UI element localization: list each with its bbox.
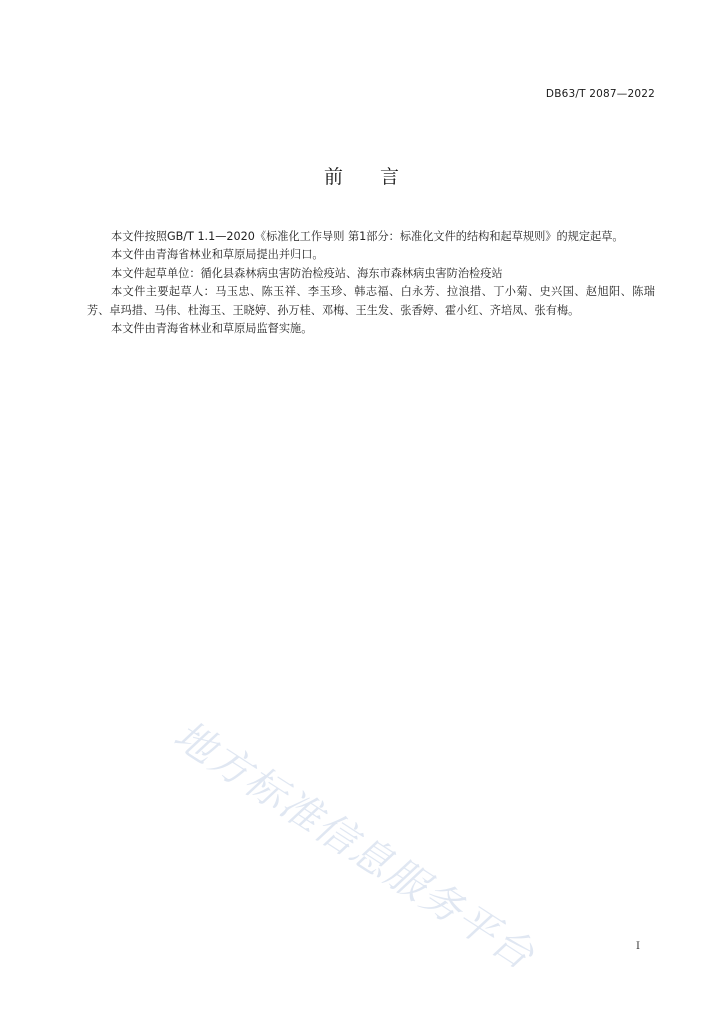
paragraph-drafters: 本文件主要起草人：马玉忠、陈玉祥、李玉珍、韩志福、白永芳、拉浪措、丁小菊、史兴国、赵旭阳、陈瑞芳、卓玛措、马伟、杜海玉、王晓婷、孙万桂、邓梅、王生发、张香婷、霍小红、齐培凤、张有梅。 <box>87 285 655 317</box>
document-code: DB63/T 2087—2022 <box>545 88 655 100</box>
watermark: 地方标准信息服务平台 <box>165 712 543 980</box>
paragraph-standard-basis: 本文件按照GB/T 1.1—2020《标准化工作导则 第1部分：标准化文件的结构和起草规则》的规定起草。 <box>111 230 624 243</box>
paragraph-proposer: 本文件由青海省林业和草原局提出并归口。 <box>111 248 324 262</box>
section-title-char-2: 言 <box>380 166 401 188</box>
foreword-body <box>87 228 655 338</box>
section-title-char-1: 前 <box>323 166 344 188</box>
page-number: I <box>636 941 640 952</box>
paragraph-supervision: 本文件由青海省林业和草原局监督实施。 <box>111 322 313 336</box>
paragraph-drafting-units: 本文件起草单位：循化县森林病虫害防治检疫站、海东市森林病虫害防治检疫站 <box>111 266 503 280</box>
section-title <box>0 162 724 189</box>
